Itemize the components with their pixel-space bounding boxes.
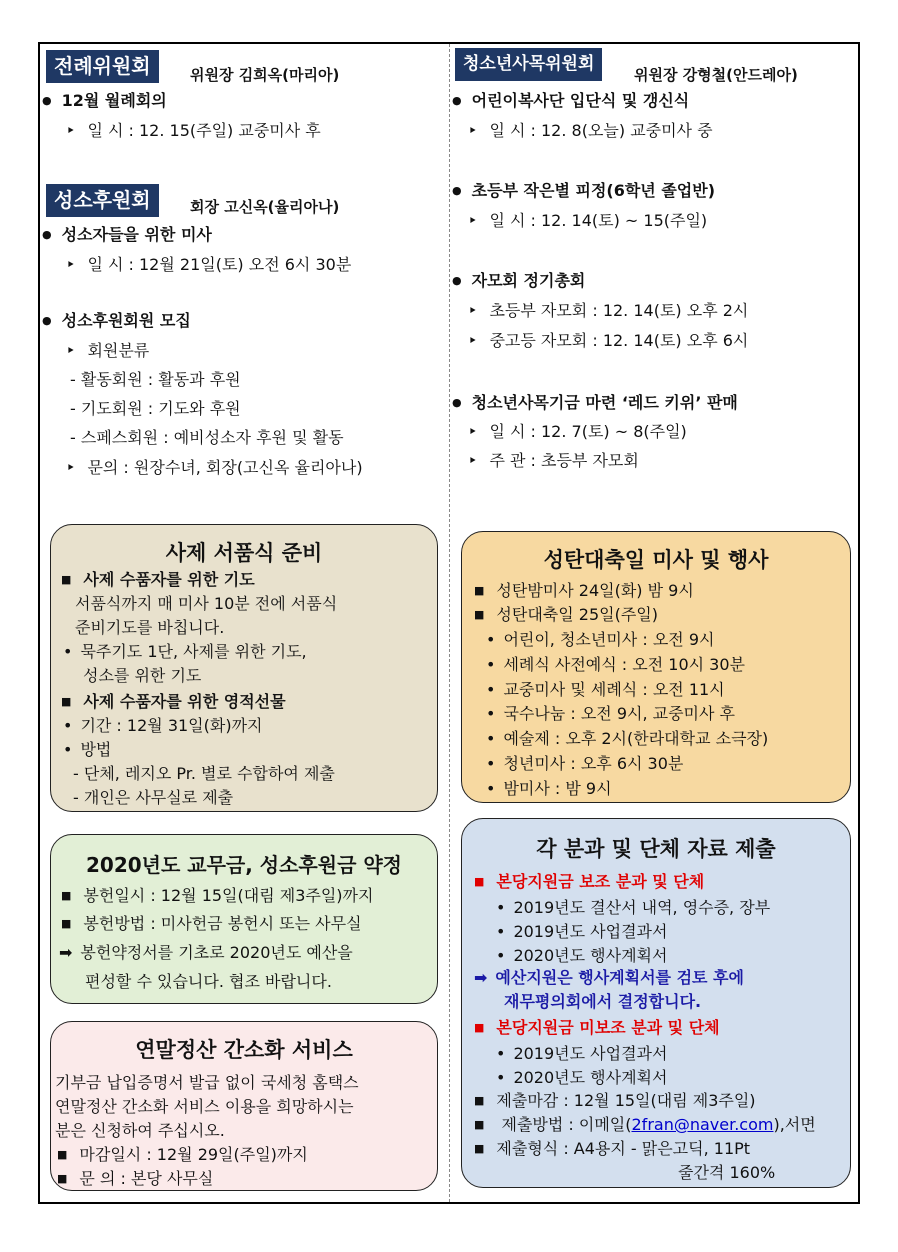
submission-unfunded-heading: ■ 본당지원금 미보조 분과 및 단체	[474, 1017, 720, 1039]
tax-box	[50, 1021, 438, 1191]
tax-inquiry: ■ 문 의 : 본당 사무실	[57, 1168, 213, 1190]
submission-box	[461, 818, 851, 1188]
ordination-text-1a: 서품식까지 매 미사 10분 전에 서품식	[75, 594, 338, 613]
saints-member-1: - 활동회원 : 활동과 후원	[70, 370, 241, 389]
youth-item-2: ● 초등부 작은별 피정(6학년 졸업반)	[452, 180, 715, 202]
submission-funded-heading: ■ 본당지원금 보조 분과 및 단체	[474, 871, 704, 893]
youth-item-2-detail: ‣ 일 시 : 12. 14(토) ~ 15(주일)	[468, 210, 707, 232]
ordination-heading-2: ■ 사제 수품자를 위한 영적선물	[61, 691, 286, 713]
christmas-sub-6: • 청년미사 : 오후 6시 30분	[486, 753, 683, 775]
ordination-box	[50, 524, 438, 812]
ordination-period: • 기간 : 12월 31일(화)까지	[63, 715, 262, 737]
christmas-day: ■ 성탄대축일 25일(주일)	[474, 604, 658, 626]
saints-item-1: ● 성소자들을 위한 미사	[42, 224, 212, 246]
ordination-method-2: - 개인은 사무실로 제출	[73, 788, 234, 807]
submission-format: ■ 제출형식 : A4용지 - 맑은고딕, 11Pt	[474, 1138, 750, 1160]
ordination-method-1: - 단체, 레지오 Pr. 별로 수합하여 제출	[73, 764, 335, 783]
ordination-heading-1: ■ 사제 수품자를 위한 기도	[61, 569, 255, 591]
youth-chair: 위원장 강형철(안드레아)	[634, 66, 798, 84]
submission-unfunded-1: • 2019년도 사업결과서	[496, 1043, 667, 1065]
saints-item-1-detail: ‣ 일 시 : 12월 21일(토) 오전 6시 30분	[66, 254, 351, 276]
submission-deadline: ■ 제출마감 : 12월 15일(대림 제3주일)	[474, 1090, 756, 1112]
youth-item-1: ● 어린이복사단 입단식 및 갱신식	[452, 90, 689, 112]
pledge-box	[50, 834, 438, 1004]
submission-method-prefix: 제출방법 : 이메일(	[501, 1115, 632, 1134]
saints-chair: 회장 고신옥(율리아나)	[190, 198, 340, 216]
christmas-box	[461, 531, 851, 803]
youth-item-4: ● 청소년사목기금 마련 ‘레드 키위’ 판매	[452, 392, 738, 414]
youth-item-3-detail-1: ‣ 초등부 자모회 : 12. 14(토) 오후 2시	[468, 300, 748, 322]
christmas-sub-2: • 세례식 사전예식 : 오전 10시 30분	[486, 654, 745, 676]
saints-item-2: ● 성소후원회원 모집	[42, 310, 191, 332]
liturgy-item-1: ● 12월 월례회의	[42, 90, 167, 112]
christmas-sub-1: • 어린이, 청소년미사 : 오전 9시	[486, 629, 714, 651]
ordination-title: 사제 서품식 준비	[165, 541, 323, 565]
ordination-method: • 방법	[63, 739, 111, 761]
saints-member-2: - 기도회원 : 기도와 후원	[70, 399, 241, 418]
pledge-note-1: ➡ 봉헌약정서를 기초로 2020년도 예산을	[59, 942, 353, 964]
liturgy-item-1-detail: ‣ 일 시 : 12. 15(주일) 교중미사 후	[66, 120, 321, 142]
youth-item-3-detail-2: ‣ 중고등 자모회 : 12. 14(토) 오후 6시	[468, 330, 748, 352]
saints-member-3: - 스페스회원 : 예비성소자 후원 및 활동	[70, 428, 344, 447]
pledge-note-2: 편성할 수 있습니다. 협조 바랍니다.	[85, 972, 332, 991]
submission-method-suffix: ),서면	[773, 1115, 816, 1134]
submission-unfunded-2: • 2020년도 행사계획서	[496, 1067, 667, 1089]
submission-note-2: 재무평의회에서 결정합니다.	[504, 992, 702, 1011]
submission-email-link[interactable]: 2fran@naver.com	[631, 1115, 774, 1134]
youth-committee-tag: 청소년사목위원회	[455, 48, 602, 81]
christmas-sub-3: • 교중미사 및 세례식 : 오전 11시	[486, 679, 725, 701]
saints-inquiry: ‣ 문의 : 원장수녀, 회장(고신옥 율리아나)	[66, 457, 363, 479]
submission-line-spacing: 줄간격 160%	[678, 1163, 776, 1182]
pledge-title: 2020년도 교무금, 성소후원금 약정	[86, 853, 402, 877]
christmas-sub-5: • 예술제 : 오후 2시(한라대학교 소극장)	[486, 728, 768, 750]
tax-deadline: ■ 마감일시 : 12월 29일(주일)까지	[57, 1144, 308, 1166]
submission-method	[474, 1114, 816, 1136]
youth-item-1-detail: ‣ 일 시 : 12. 8(오늘) 교중미사 중	[468, 120, 713, 142]
pledge-date: ■ 봉헌일시 : 12월 15일(대림 제3주일)까지	[61, 885, 373, 907]
tax-text-2: 연말정산 간소화 서비스 이용을 희망하시는	[55, 1097, 354, 1116]
ordination-text-1b: 준비기도를 바칩니다.	[75, 618, 225, 637]
tax-text-1: 기부금 납입증명서 발급 없이 국세청 홈택스	[55, 1073, 359, 1092]
submission-funded-3: • 2020년도 행사계획서	[496, 945, 667, 967]
tax-title: 연말정산 간소화 서비스	[135, 1038, 353, 1062]
column-divider	[449, 44, 450, 1202]
christmas-title: 성탄대축일 미사 및 행사	[543, 548, 769, 572]
youth-item-4-detail-2: ‣ 주 관 : 초등부 자모회	[468, 450, 639, 472]
submission-funded-1: • 2019년도 결산서 내역, 영수증, 장부	[496, 897, 770, 919]
youth-item-3: ● 자모회 정기총회	[452, 270, 585, 292]
ordination-text-2b: 성소를 위한 기도	[83, 666, 202, 685]
saints-committee-tag: 성소후원회	[46, 184, 159, 217]
liturgy-chair: 위원장 김희옥(마리아)	[190, 66, 340, 84]
ordination-text-2a: • 묵주기도 1단, 사제를 위한 기도,	[63, 641, 307, 663]
liturgy-committee-tag: 전례위원회	[46, 50, 159, 83]
tax-text-3: 분은 신청하여 주십시오.	[55, 1121, 225, 1140]
christmas-sub-7: • 밤미사 : 밤 9시	[486, 778, 612, 800]
submission-title: 각 분과 및 단체 자료 제출	[536, 837, 776, 861]
christmas-sub-4: • 국수나눔 : 오전 9시, 교중미사 후	[486, 703, 735, 725]
pledge-method: ■ 봉헌방법 : 미사헌금 봉헌시 또는 사무실	[61, 913, 362, 935]
saints-member-types: ‣ 회원분류	[66, 340, 149, 362]
youth-item-4-detail-1: ‣ 일 시 : 12. 7(토) ~ 8(주일)	[468, 421, 687, 443]
submission-note-1: ➡ 예산지원은 행사계획서를 검토 후에	[474, 967, 744, 989]
submission-funded-2: • 2019년도 사업결과서	[496, 921, 667, 943]
christmas-eve-mass: ■ 성탄밤미사 24일(화) 밤 9시	[474, 580, 694, 602]
